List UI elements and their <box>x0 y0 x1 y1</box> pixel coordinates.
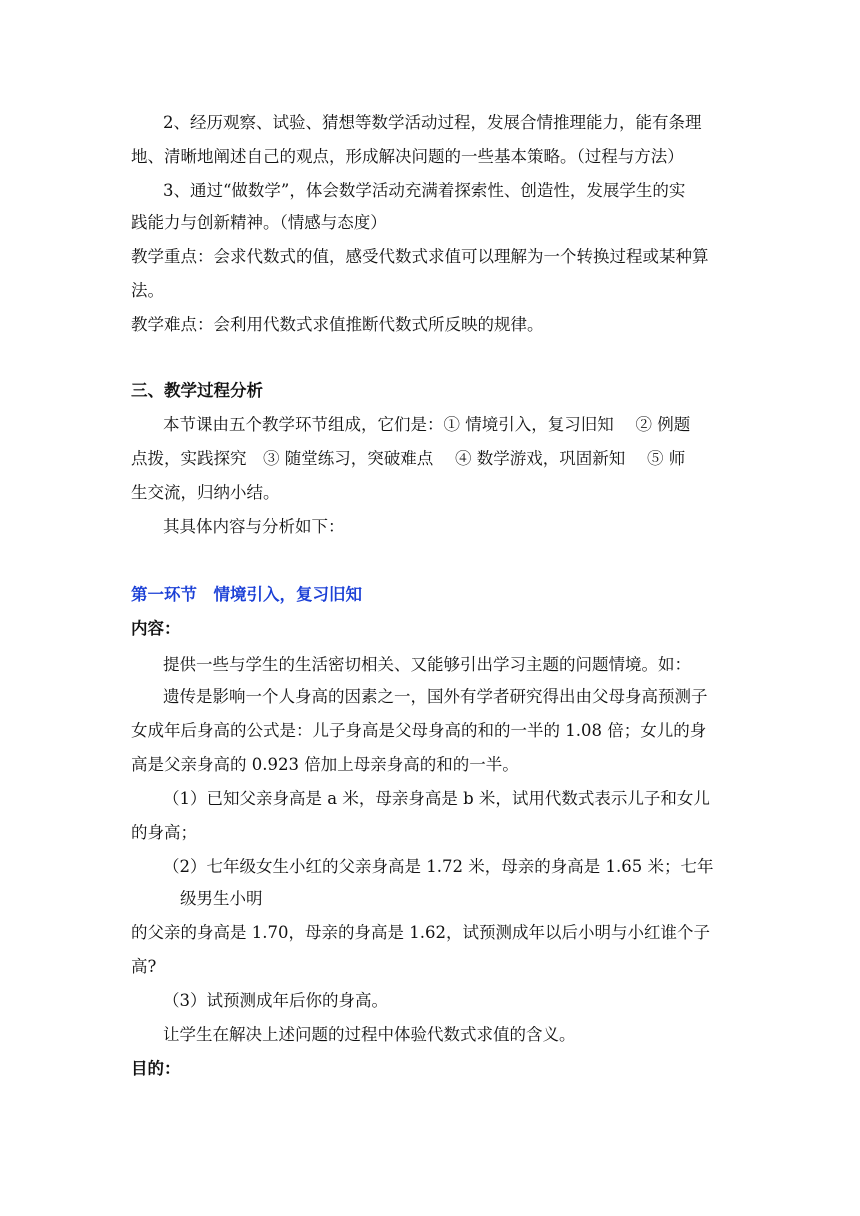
content-line-1: 提供一些与学生的生活密切相关、又能够引出学习主题的问题情境。如： <box>163 655 691 674</box>
content-summary-line: 让学生在解决上述问题的过程中体验代数式求值的含义。 <box>163 1025 576 1044</box>
content-line-4: 高是父亲身高的 0.923 倍加上母亲身高的和的一半。 <box>131 755 519 774</box>
content-line-2: 遗传是影响一个人身高的因素之一，国外有学者研究得出由父母身高预测子 <box>163 687 708 706</box>
objective-2-line-1: 2、经历观察、试验、猜想等数学活动过程，发展合情推理能力，能有条理 <box>163 113 702 132</box>
overview-line-4: 其具体内容与分析如下： <box>163 517 345 536</box>
question-2-line-1: （2）七年级女生小红的父亲身高是 1.72 米，母亲的身高是 1.65 米；七年 <box>163 857 714 876</box>
question-1-line-1: （1）已知父亲身高是 a 米，母亲身高是 b 米，试用代数式表示儿子和女儿 <box>163 789 710 808</box>
question-2-line-2: 级男生小明 <box>180 889 263 908</box>
key-point-line-2: 法。 <box>131 281 164 300</box>
content-label: 内容： <box>131 619 181 638</box>
question-1-line-2: 的身高； <box>131 823 197 842</box>
step-1-heading: 第一环节 情境引入，复习旧知 <box>131 585 362 604</box>
key-point-line-1: 教学重点：会求代数式的值，感受代数式求值可以理解为一个转换过程或某种算 <box>131 247 709 266</box>
objective-3-line-1: 3、通过“做数学”，体会数学活动充满着探索性、创造性，发展学生的实 <box>163 181 686 200</box>
question-3-line: （3）试预测成年后你的身高。 <box>163 991 388 1010</box>
content-line-3: 女成年后身高的公式是：儿子身高是父母身高的和的一半的 1.08 倍；女儿的身 <box>131 721 707 740</box>
question-2-line-3: 的父亲的身高是 1.70，母亲的身高是 1.62，试预测成年以后小明与小红谁个子 <box>131 923 710 942</box>
objective-3-line-2: 践能力与创新精神。（情感与态度） <box>131 213 387 232</box>
question-2-line-4: 高? <box>131 957 157 976</box>
objective-2-line-2: 地、清晰地阐述自己的观点，形成解决问题的一些基本策略。（过程与方法） <box>131 147 684 166</box>
purpose-label: 目的： <box>131 1059 181 1078</box>
overview-line-3: 生交流，归纳小结。 <box>131 483 280 502</box>
difficult-point-line: 教学难点：会利用代数式求值推断代数式所反映的规律。 <box>131 315 544 334</box>
section-heading: 三、教学过程分析 <box>131 381 263 400</box>
overview-line-2: 点拨，实践探究 ③ 随堂练习，突破难点 ④ 数学游戏，巩固新知 ⑤ 师 <box>131 449 686 468</box>
overview-line-1: 本节课由五个教学环节组成，它们是：① 情境引入，复习旧知 ② 例题 <box>163 415 691 434</box>
